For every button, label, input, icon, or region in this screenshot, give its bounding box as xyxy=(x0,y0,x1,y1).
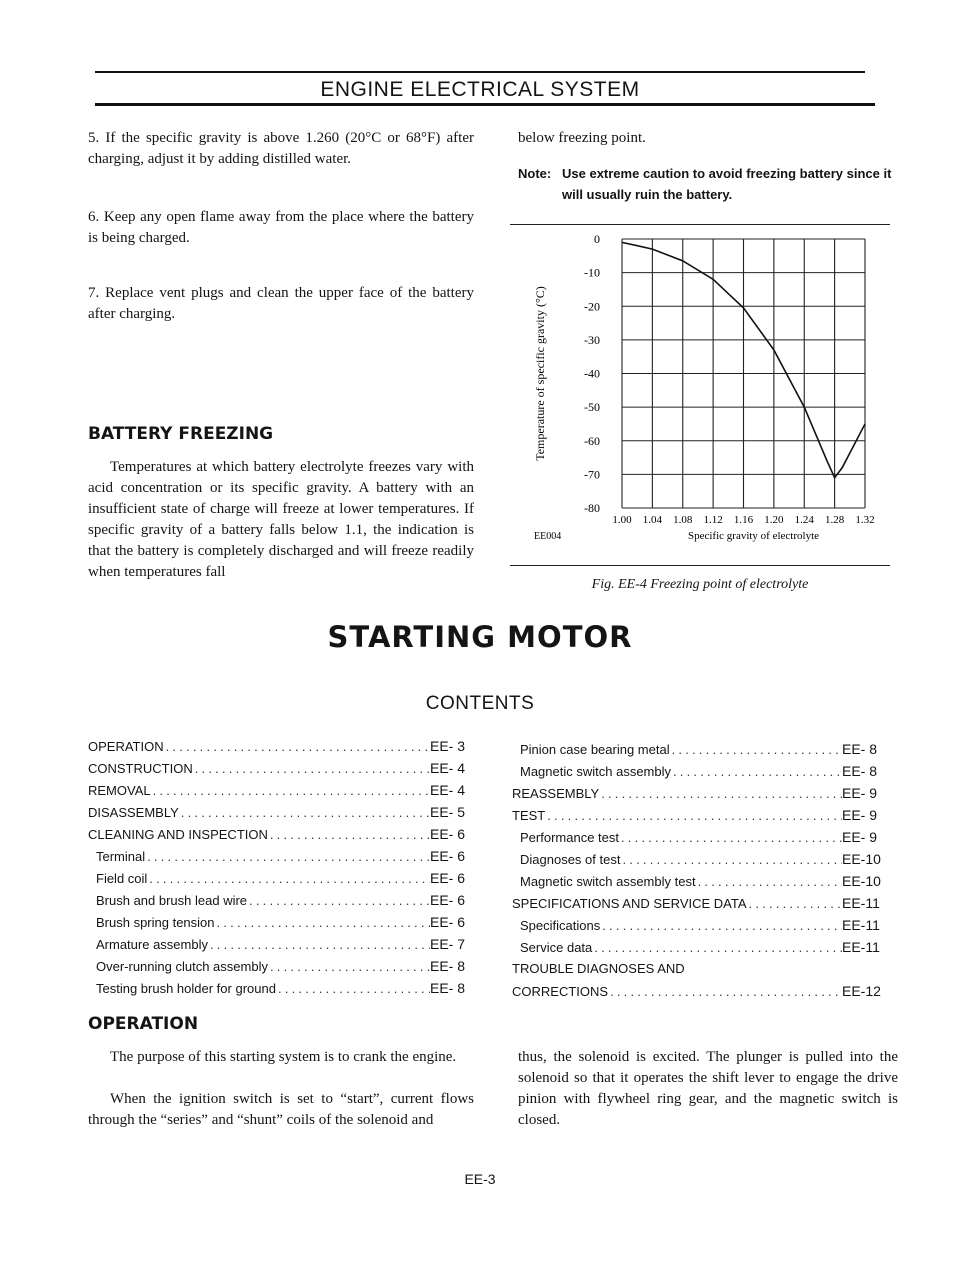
toc-entry-label: Magnetic switch assembly test xyxy=(520,874,696,889)
chart-x-tick-label: 1.16 xyxy=(733,514,754,526)
toc-leader-dots xyxy=(671,764,842,779)
toc-entry-label: TEST xyxy=(512,808,546,823)
chart-grid xyxy=(622,239,865,508)
contents-heading: CONTENTS xyxy=(425,693,535,714)
toc-leader-dots xyxy=(247,893,430,908)
toc-entry-page: EE- 8 xyxy=(842,763,878,779)
toc-leader-dots xyxy=(747,896,842,911)
toc-entry-page: EE- 9 xyxy=(842,785,878,801)
note-text: Use extreme caution to avoid freezing battery since it will usually ruin the battery. xyxy=(562,166,892,202)
toc-entry xyxy=(88,848,480,870)
toc-entry xyxy=(512,785,892,807)
toc-entry xyxy=(88,980,480,1002)
toc-entry-page: EE-11 xyxy=(842,895,880,911)
toc-entry-page: EE- 5 xyxy=(430,804,466,820)
toc-entry xyxy=(88,826,480,848)
toc-leader-dots xyxy=(179,805,430,820)
figure-code: EE004 xyxy=(534,531,562,542)
toc-entry xyxy=(512,895,892,917)
chart-axis-labels xyxy=(584,232,875,526)
toc-entry-page: EE- 9 xyxy=(842,829,878,845)
toc-entry xyxy=(88,782,480,804)
toc-leader-dots xyxy=(592,940,842,955)
toc-entry xyxy=(512,961,892,983)
battery-freezing-text: Temperatures at which battery electrolyte freezes vary with acid concentration or its specific gravity. A battery with an insufficient state of charge will freeze at lower temperatures. If specific gravity of a battery falls below 1.1, the indication is that the battery is completely discharged and will freeze readily when temperatures fall xyxy=(88,459,474,580)
paragraph-6: 6. Keep any open flame away from the place where the battery is being charged. xyxy=(88,209,474,246)
toc-entry-page: EE- 6 xyxy=(430,826,466,842)
chart-x-tick-label: 1.08 xyxy=(673,514,693,526)
toc-entry xyxy=(88,738,480,760)
toc-entry xyxy=(88,892,480,914)
toc-entry-page: EE- 8 xyxy=(430,958,466,974)
chart-y-tick-label: 0 xyxy=(594,232,600,246)
toc-entry-page: EE- 3 xyxy=(430,738,466,754)
toc-entry-page: EE- 8 xyxy=(842,741,878,757)
continued-text: below freezing point. xyxy=(518,130,646,146)
toc-entry-label: Brush and brush lead wire xyxy=(96,893,248,908)
freezing-point-chart xyxy=(510,225,890,563)
toc-entry-label: Performance test xyxy=(520,830,619,845)
toc-entry-label: OPERATION xyxy=(88,739,164,754)
chart-ylabel: Temperature of specific gravity (°C) xyxy=(533,286,547,461)
paragraph-7: 7. Replace vent plugs and clean the upper face of the battery after charging. xyxy=(88,285,474,322)
toc-entry xyxy=(512,807,892,829)
operation-text-right: thus, the solenoid is excited. The plunger is pulled into the solenoid so that it operates the shift lever to engage the drive pinion with flywheel ring gear, and the magnetic switch is closed. xyxy=(518,1049,898,1128)
chart-x-tick-label: 1.28 xyxy=(825,514,845,526)
chart-xlabel: Specific gravity of electrolyte xyxy=(687,530,820,542)
toc-entry-page: EE- 8 xyxy=(430,980,466,996)
chart-y-tick-label: -50 xyxy=(584,400,600,415)
chart-y-tick-label: -30 xyxy=(584,332,600,347)
toc-entry-label: CLEANING AND INSPECTION xyxy=(88,827,268,842)
toc-entry-label: REASSEMBLY xyxy=(512,786,600,801)
toc-entry-page: EE- 6 xyxy=(430,914,466,930)
toc-entry xyxy=(88,958,480,980)
toc-leader-dots xyxy=(696,874,842,889)
toc-entry xyxy=(512,851,892,873)
chart-x-tick-label: 1.00 xyxy=(612,514,632,526)
toc-leader-dots xyxy=(268,827,430,842)
toc-leader-dots xyxy=(151,783,430,798)
toc-entry-page: EE- 6 xyxy=(430,848,466,864)
toc-entry-label: Terminal xyxy=(96,849,146,864)
toc-entry-label: Service data xyxy=(520,940,593,955)
toc-entry-label: SPECIFICATIONS AND SERVICE DATA xyxy=(512,896,747,911)
toc-leader-dots xyxy=(599,786,842,801)
toc-entry-page: EE-11 xyxy=(842,917,880,933)
chart-x-tick-label: 1.04 xyxy=(642,514,662,526)
chart-y-tick-label: -10 xyxy=(584,265,600,280)
toc-entry-page: EE-12 xyxy=(842,983,881,999)
toc-entry xyxy=(512,917,892,939)
chart-x-tick-label: 1.32 xyxy=(855,514,875,526)
chart-x-tick-label: 1.12 xyxy=(703,514,723,526)
toc-entry-page: EE-11 xyxy=(842,939,880,955)
battery-freezing-heading: BATTERY FREEZING xyxy=(88,424,274,444)
toc-entry-label: Diagnoses of test xyxy=(520,852,621,867)
toc-entry-page: EE- 7 xyxy=(430,936,466,952)
toc-entry xyxy=(88,936,480,958)
toc-entry-label: TROUBLE DIAGNOSES AND xyxy=(512,961,685,976)
toc-leader-dots xyxy=(619,830,842,845)
figure-caption: Fig. EE-4 Freezing point of electrolyte xyxy=(591,577,809,592)
chart-y-tick-label: -80 xyxy=(584,501,600,515)
toc-leader-dots xyxy=(620,852,842,867)
toc-leader-dots xyxy=(670,742,842,757)
toc-entry-label: Over-running clutch assembly xyxy=(96,959,268,974)
toc-entry xyxy=(512,829,892,851)
toc-leader-dots xyxy=(145,849,430,864)
chart-x-tick-label: 1.20 xyxy=(764,514,784,526)
chart-y-tick-label: -60 xyxy=(584,433,600,448)
toc-entry xyxy=(88,804,480,826)
chart-y-tick-label: -20 xyxy=(584,299,600,314)
toc-entry-label: Brush spring tension xyxy=(96,915,215,930)
toc-entry-label: Testing brush holder for ground xyxy=(96,981,276,996)
toc-entry xyxy=(512,939,892,961)
toc-leader-dots xyxy=(545,808,842,823)
toc-entry-label: Field coil xyxy=(96,871,148,886)
toc-entry xyxy=(88,870,480,892)
operation-heading: OPERATION xyxy=(88,1014,199,1034)
toc-entry-page: EE- 9 xyxy=(842,807,878,823)
toc-leader-dots xyxy=(215,915,430,930)
header-rule-bottom xyxy=(95,103,875,106)
toc-entry-page: EE-10 xyxy=(842,851,881,867)
toc-leader-dots xyxy=(193,761,430,776)
toc-entry-label: Armature assembly xyxy=(96,937,208,952)
note-label: Note: xyxy=(518,166,552,181)
toc-entry-label: CONSTRUCTION xyxy=(88,761,193,776)
toc-right xyxy=(512,741,892,1005)
operation-text-2: When the ignition switch is set to “start”, current flows through the “series” and “shunt” coils of the solenoid and xyxy=(88,1091,474,1128)
paragraph-5: 5. If the specific gravity is above 1.260 (20°C or 68°F) after charging, adjust it by adding distilled water. xyxy=(88,130,474,167)
chart-x-tick-label: 1.24 xyxy=(794,514,814,526)
toc-entry-page: EE- 4 xyxy=(430,760,466,776)
toc-leader-dots xyxy=(164,739,430,754)
toc-entry-label: Magnetic switch assembly xyxy=(520,764,671,779)
toc-entry-label: Pinion case bearing metal xyxy=(520,742,670,757)
note xyxy=(518,163,898,205)
toc-leader-dots xyxy=(268,959,430,974)
toc-leader-dots xyxy=(147,871,430,886)
toc-left xyxy=(88,738,480,1002)
page-number: EE-3 xyxy=(464,1171,496,1187)
toc-entry-label: CORRECTIONS xyxy=(512,984,609,999)
toc-entry xyxy=(512,763,892,785)
toc-entry-label: DISASSEMBLY xyxy=(88,805,179,820)
toc-entry-label: Specifications xyxy=(520,918,601,933)
toc-entry-label: REMOVAL xyxy=(88,783,151,798)
toc-entry xyxy=(512,873,892,895)
toc-leader-dots xyxy=(608,984,842,999)
section-title: STARTING MOTOR xyxy=(327,620,633,654)
toc-leader-dots xyxy=(208,937,430,952)
toc-leader-dots xyxy=(276,981,430,996)
toc-entry-page: EE-10 xyxy=(842,873,881,889)
toc-entry xyxy=(88,760,480,782)
toc-leader-dots xyxy=(600,918,842,933)
chart-y-tick-label: -70 xyxy=(584,467,600,482)
toc-entry xyxy=(512,983,892,1005)
header-rule-top xyxy=(95,71,865,73)
toc-entry-page: EE- 4 xyxy=(430,782,466,798)
toc-entry-page: EE- 6 xyxy=(430,870,466,886)
page-title: ENGINE ELECTRICAL SYSTEM xyxy=(320,78,640,101)
toc-entry xyxy=(512,741,892,763)
operation-text-1: The purpose of this starting system is to crank the engine. xyxy=(110,1049,457,1065)
toc-entry-page: EE- 6 xyxy=(430,892,466,908)
toc-entry xyxy=(88,914,480,936)
chart-y-tick-label: -40 xyxy=(584,366,600,381)
